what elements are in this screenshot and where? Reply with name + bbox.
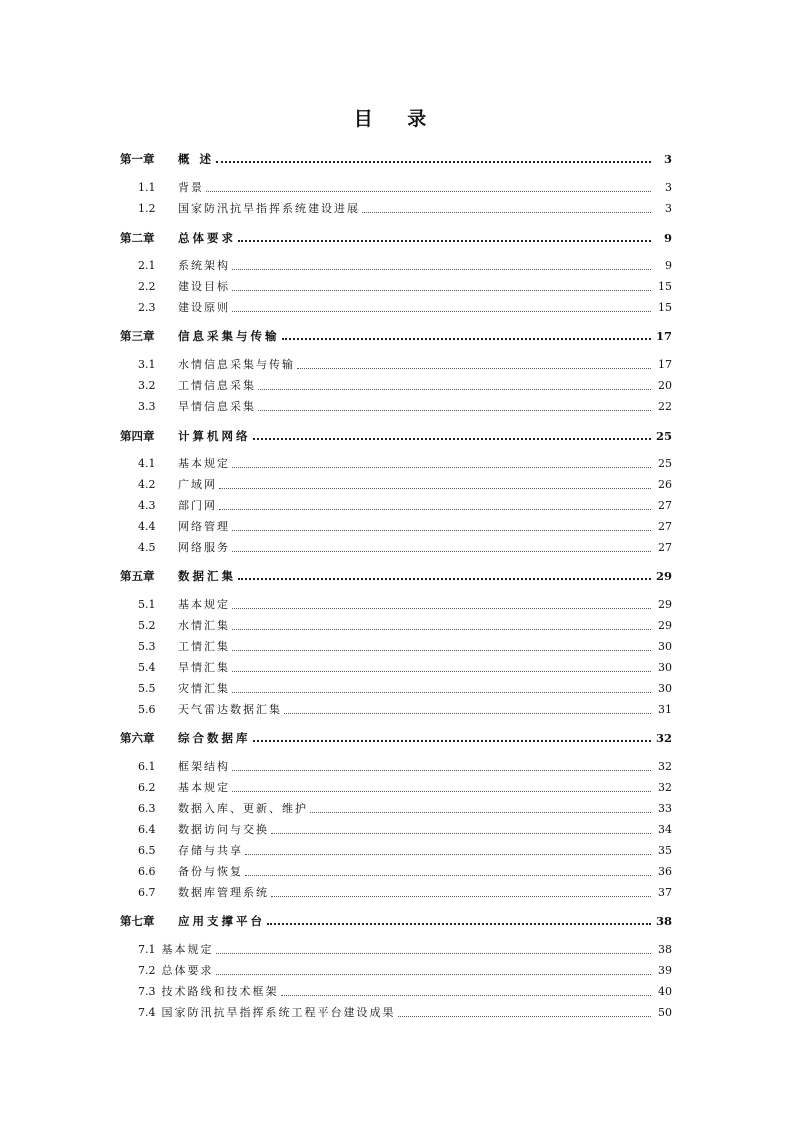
toc-entry-number: 4.5 [138, 541, 156, 554]
toc-entry-page: 32 [658, 760, 672, 773]
toc-entry-page: 20 [658, 379, 672, 392]
toc-entry-number: 7.4 [138, 1006, 156, 1019]
toc-chapter-entry [120, 729, 672, 745]
dot-leader [216, 974, 652, 975]
toc-chapter-entry [120, 912, 672, 928]
dot-leader [245, 875, 651, 876]
dot-leader [258, 389, 651, 390]
toc-entry-number: 6.6 [138, 865, 156, 878]
dot-leader [232, 791, 651, 792]
toc-entry-label: 工情信息采集 [178, 379, 256, 392]
dot-leader [281, 995, 652, 996]
toc-entry-label: 计算机网络 [178, 429, 251, 443]
toc-section-entry [120, 596, 672, 612]
toc-section-entry [120, 257, 672, 273]
toc-entry-number: 7.2 [138, 964, 156, 977]
toc-section-entry [120, 200, 672, 216]
toc-entry-label: 网络管理 [178, 520, 230, 533]
toc-entry-label: 天气雷达数据汇集 [178, 703, 282, 716]
toc-chapter-entry [120, 229, 672, 245]
dot-leader [271, 896, 651, 897]
toc-entry-label: 旱情信息采集 [178, 400, 256, 413]
toc-section-entry [120, 779, 672, 795]
dot-leader [232, 290, 651, 291]
dot-leader [232, 269, 651, 270]
toc-entry-page: 29 [658, 598, 672, 611]
toc-entry-page: 9 [663, 231, 672, 245]
toc-entry-label: 信息采集与传输 [178, 329, 280, 343]
dot-leader [310, 812, 651, 813]
toc-entry-number: 4.1 [138, 457, 156, 470]
toc-entry-number: 6.1 [138, 760, 156, 773]
toc-section-entry [120, 701, 672, 717]
toc-entry-label: 建设原则 [178, 301, 230, 314]
toc-entry-page: 3 [665, 202, 672, 215]
toc-entry-label: 基本规定 [178, 457, 230, 470]
toc-entry-label: 数据访问与交换 [178, 823, 269, 836]
toc-section-entry [120, 962, 672, 978]
toc-chapter-entry [120, 327, 672, 343]
toc-entry-number: 第四章 [120, 429, 155, 443]
dot-leader [216, 161, 651, 163]
toc-entry-label: 背景 [178, 181, 204, 194]
dot-leader [362, 212, 651, 213]
toc-entry-page: 3 [665, 181, 672, 194]
dot-leader [398, 1016, 652, 1017]
toc-section-entry [120, 863, 672, 879]
dot-leader [258, 410, 651, 411]
toc-entry-number: 6.7 [138, 886, 156, 899]
toc-section-entry [120, 659, 672, 675]
toc-entry-page: 15 [658, 301, 672, 314]
toc-entry-label: 网络服务 [178, 541, 230, 554]
toc-section-entry [120, 539, 672, 555]
toc-entry-number: 5.4 [138, 661, 156, 674]
dot-leader [238, 240, 651, 242]
toc-entry-number: 2.1 [138, 259, 156, 272]
toc-section-entry [120, 800, 672, 816]
dot-leader [232, 467, 651, 468]
toc-entry-label: 基本规定 [178, 598, 230, 611]
toc-entry-label: 应用支撑平台 [178, 914, 265, 928]
dot-leader [232, 770, 651, 771]
toc-entry-label: 综合数据库 [178, 731, 251, 745]
toc-entry-label: 数据库管理系统 [178, 886, 269, 899]
toc-entry-number: 第七章 [120, 914, 155, 928]
toc-entry-number: 2.2 [138, 280, 156, 293]
toc-entry-label: 概 述 [178, 152, 215, 166]
toc-chapter-entry [120, 150, 672, 166]
toc-entry-page: 3 [663, 152, 672, 166]
toc-entry-page: 32 [655, 731, 672, 745]
dot-leader [282, 338, 652, 340]
toc-entry-page: 33 [658, 802, 672, 815]
toc-entry-number: 第三章 [120, 329, 155, 343]
toc-entry-label: 建设目标 [178, 280, 230, 293]
toc-entry-label: 数据入库、更新、维护 [178, 802, 308, 815]
toc-entry-page: 29 [658, 619, 672, 632]
toc-entry-number: 2.3 [138, 301, 156, 314]
toc-entry-page: 27 [658, 520, 672, 533]
dot-leader [238, 578, 651, 580]
dot-leader [232, 650, 651, 651]
dot-leader [232, 551, 651, 552]
toc-entry-number: 4.4 [138, 520, 156, 533]
toc-entry-page: 31 [658, 703, 672, 716]
dot-leader [253, 438, 652, 440]
toc-section-entry [120, 377, 672, 393]
toc-section-entry [120, 842, 672, 858]
toc-entry-page: 34 [658, 823, 672, 836]
dot-leader [253, 740, 652, 742]
toc-entry-number: 5.6 [138, 703, 156, 716]
toc-entry-label: 水情汇集 [178, 619, 230, 632]
toc-entry-number: 7.1 [138, 943, 156, 956]
toc-entry-label: 总体要求 [178, 231, 236, 245]
toc-entry-label: 部门网 [178, 499, 217, 512]
toc-entry-page: 9 [665, 259, 672, 272]
toc-section-entry [120, 497, 672, 513]
dot-leader [232, 629, 651, 630]
toc-section-entry [120, 617, 672, 633]
toc-entry-number: 6.5 [138, 844, 156, 857]
toc-section-entry [120, 983, 672, 999]
dot-leader [219, 509, 651, 510]
toc-section-entry [120, 758, 672, 774]
toc-entry-label: 技术路线和技术框架 [161, 985, 279, 998]
toc-entry-number: 3.3 [138, 400, 156, 413]
toc-entry-number: 6.3 [138, 802, 156, 815]
toc-entry-label: 系统架构 [178, 259, 230, 272]
dot-leader [284, 713, 651, 714]
toc-entry-label: 基本规定 [161, 943, 214, 956]
toc-entry-number: 3.2 [138, 379, 156, 392]
toc-entry-label: 数据汇集 [178, 569, 236, 583]
toc-entry-page: 29 [655, 569, 672, 583]
toc-section-entry [120, 821, 672, 837]
toc-entry-label: 国家防汛抗旱指挥系统建设进展 [178, 202, 360, 215]
toc-entry-label: 基本规定 [178, 781, 230, 794]
toc-entry-number: 5.2 [138, 619, 156, 632]
toc-entry-page: 30 [658, 640, 672, 653]
toc-entry-page: 25 [655, 429, 672, 443]
toc-entry-label: 存储与共享 [178, 844, 243, 857]
toc-entry-label: 备份与恢复 [178, 865, 243, 878]
toc-entry-number: 第六章 [120, 731, 155, 745]
toc-section-entry [120, 455, 672, 471]
toc-section-entry [120, 398, 672, 414]
toc-entry-page: 30 [658, 661, 672, 674]
toc-entry-page: 38 [658, 943, 672, 956]
toc-entry-number: 6.4 [138, 823, 156, 836]
toc-entry-number: 4.2 [138, 478, 156, 491]
toc-entry-number: 6.2 [138, 781, 156, 794]
toc-section-entry [120, 476, 672, 492]
toc-entry-page: 17 [658, 358, 672, 371]
toc-chapter-entry [120, 427, 672, 443]
toc-entry-label: 框架结构 [178, 760, 230, 773]
toc-entry-page: 35 [658, 844, 672, 857]
dot-leader [232, 608, 651, 609]
toc-entry-page: 30 [658, 682, 672, 695]
toc-chapter-entry [120, 567, 672, 583]
dot-leader [216, 953, 652, 954]
dot-leader [245, 854, 651, 855]
toc-entry-label: 国家防汛抗旱指挥系统工程平台建设成果 [161, 1006, 396, 1019]
dot-leader [232, 311, 651, 312]
toc-entry-page: 27 [658, 541, 672, 554]
page-title: 目 录 [353, 108, 441, 130]
toc-entry-page: 25 [658, 457, 672, 470]
dot-leader [271, 833, 651, 834]
toc-entry-label: 灾情汇集 [178, 682, 230, 695]
dot-leader [232, 671, 651, 672]
toc-entry-label: 总体要求 [161, 964, 214, 977]
toc-section-entry [120, 680, 672, 696]
toc-entry-page: 22 [658, 400, 672, 413]
toc-section-entry [120, 518, 672, 534]
toc-entry-number: 3.1 [138, 358, 156, 371]
toc-entry-page: 32 [658, 781, 672, 794]
toc-entry-number: 4.3 [138, 499, 156, 512]
toc-entry-number: 1.1 [138, 181, 156, 194]
dot-leader [219, 488, 651, 489]
toc-entry-page: 39 [658, 964, 672, 977]
toc-entry-number: 7.3 [138, 985, 156, 998]
toc-entry-page: 40 [658, 985, 672, 998]
toc-entry-number: 第一章 [120, 152, 155, 166]
toc-entry-page: 26 [658, 478, 672, 491]
toc-section-entry [120, 179, 672, 195]
toc-section-entry [120, 1004, 672, 1020]
toc-entry-label: 水情信息采集与传输 [178, 358, 295, 371]
toc-section-entry [120, 638, 672, 654]
toc-entry-number: 第二章 [120, 231, 155, 245]
toc-section-entry [120, 299, 672, 315]
toc-entry-page: 38 [655, 914, 672, 928]
dot-leader [267, 923, 651, 925]
toc-entry-page: 50 [658, 1006, 672, 1019]
toc-entry-number: 5.3 [138, 640, 156, 653]
toc-entry-number: 5.1 [138, 598, 156, 611]
toc-entry-page: 37 [658, 886, 672, 899]
toc-entry-label: 广域网 [178, 478, 217, 491]
toc-section-entry [120, 941, 672, 957]
toc-entry-page: 27 [658, 499, 672, 512]
toc-section-entry [120, 356, 672, 372]
toc-entry-page: 17 [655, 329, 672, 343]
toc-entry-number: 第五章 [120, 569, 155, 583]
dot-leader [206, 191, 651, 192]
toc-entry-page: 15 [658, 280, 672, 293]
dot-leader [232, 530, 651, 531]
toc-entry-label: 工情汇集 [178, 640, 230, 653]
dot-leader [232, 692, 651, 693]
toc-entry-number: 5.5 [138, 682, 156, 695]
toc-entry-page: 36 [658, 865, 672, 878]
toc-section-entry [120, 278, 672, 294]
toc-entry-number: 1.2 [138, 202, 156, 215]
toc-section-entry [120, 884, 672, 900]
dot-leader [297, 368, 651, 369]
toc-entry-label: 旱情汇集 [178, 661, 230, 674]
